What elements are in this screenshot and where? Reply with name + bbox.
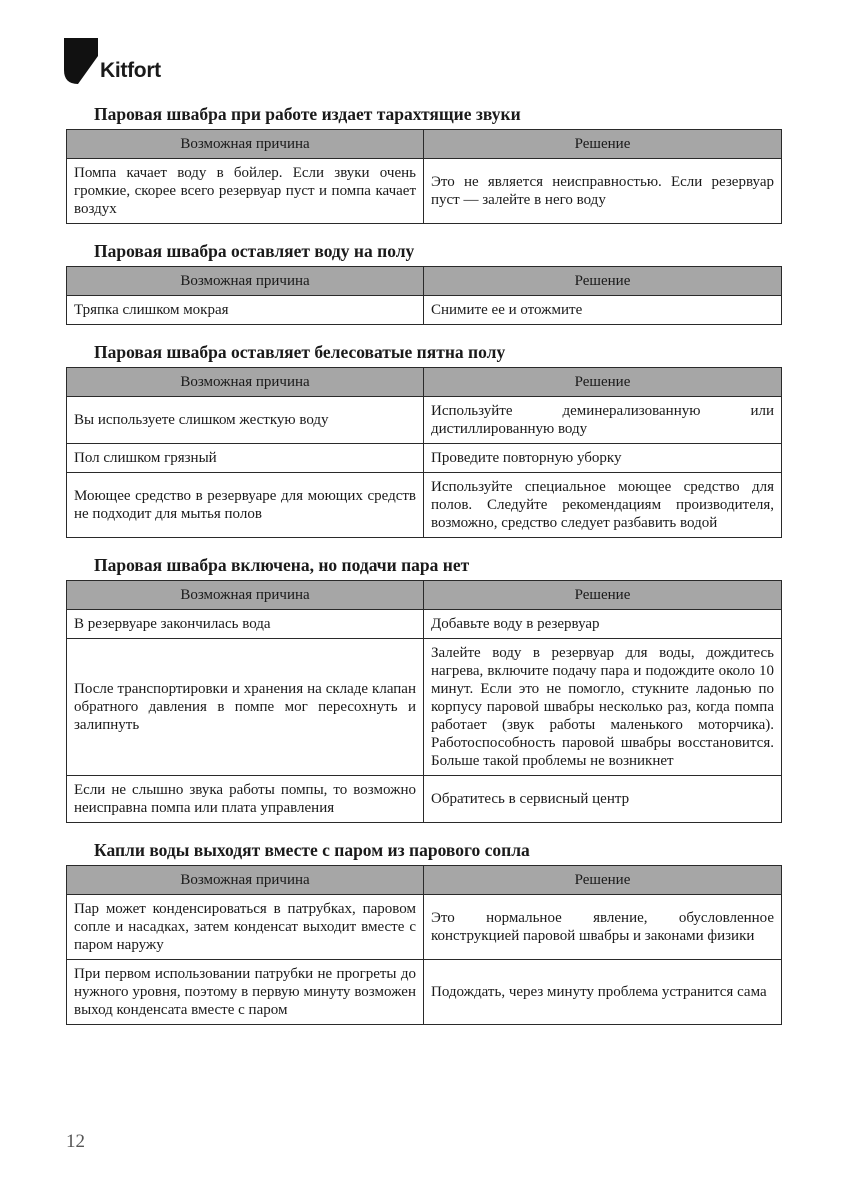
troubleshooting-section bbox=[66, 840, 781, 1025]
cause-cell: При первом использовании патрубки не прогреты до нужного уровня, поэтому в первую минуту возможен выход конденсата вместе с паром bbox=[67, 960, 424, 1025]
page-number: 12 bbox=[66, 1131, 85, 1152]
header-solution: Решение bbox=[424, 130, 782, 159]
cause-cell: Помпа качает воду в бойлер. Если звуки очень громкие, скорее всего резервуар пуст и помпа качает воздух bbox=[67, 159, 424, 224]
cause-cell: Пар может конденсироваться в патрубках, паровом сопле и насадках, затем конденсат выходит вместе с паром наружу bbox=[67, 895, 424, 960]
table-header-row bbox=[67, 866, 782, 895]
section-title: Паровая швабра включена, но подачи пара нет bbox=[94, 555, 470, 575]
solution-cell: Используйте деминерализованную или дистиллированную воду bbox=[424, 397, 782, 444]
cause-cell: В резервуаре закончилась вода bbox=[67, 610, 424, 639]
solution-cell: Подождать, через минуту проблема устранится сама bbox=[424, 960, 782, 1025]
solution-cell: Снимите ее и отожмите bbox=[424, 296, 782, 325]
table-row bbox=[67, 610, 782, 639]
table-row bbox=[67, 960, 782, 1025]
table-row bbox=[67, 444, 782, 473]
cause-cell: Вы используете слишком жесткую воду bbox=[67, 397, 424, 444]
cause-cell: После транспортировки и хранения на складе клапан обратного давления в помпе мог пересохнуть и залипнуть bbox=[67, 639, 424, 776]
troubleshooting-section bbox=[66, 555, 781, 823]
section-title: Капли воды выходят вместе с паром из парового сопла bbox=[94, 840, 530, 860]
cause-cell: Если не слышно звука работы помпы, то возможно неисправна помпа или плата управления bbox=[67, 776, 424, 823]
solution-cell: Залейте воду в резервуар для воды, дождитесь нагрева, включите подачу пара и подождите около 10 минут. Если это не помогло, стукните ладонью по корпусу паровой швабры несколько раз, когда помпа работает (звук работы маленького моторчика). Работоспособность паровой швабры восстановится. Больше такой проблемы не возникнет bbox=[424, 639, 782, 776]
header-solution: Решение bbox=[424, 267, 782, 296]
kitfort-logo-icon bbox=[64, 38, 98, 84]
header-cause: Возможная причина bbox=[67, 368, 424, 397]
solution-cell: Обратитесь в сервисный центр bbox=[424, 776, 782, 823]
table-header-row bbox=[67, 130, 782, 159]
table-row bbox=[67, 639, 782, 776]
section-title: Паровая швабра при работе издает тарахтящие звуки bbox=[94, 104, 521, 124]
troubleshooting-section bbox=[66, 104, 781, 224]
header-cause: Возможная причина bbox=[67, 130, 424, 159]
table-header-row bbox=[67, 581, 782, 610]
header-solution: Решение bbox=[424, 866, 782, 895]
brand-name: Kitfort bbox=[100, 59, 161, 82]
section-title: Паровая швабра оставляет воду на полу bbox=[94, 241, 415, 261]
cause-cell: Тряпка слишком мокрая bbox=[67, 296, 424, 325]
troubleshooting-content bbox=[66, 104, 781, 1042]
troubleshooting-section bbox=[66, 342, 781, 538]
section-title: Паровая швабра оставляет белесоватые пятна полу bbox=[94, 342, 506, 362]
header-cause: Возможная причина bbox=[67, 866, 424, 895]
troubleshooting-table bbox=[66, 865, 782, 1025]
table-row bbox=[67, 776, 782, 823]
table-row bbox=[67, 397, 782, 444]
cause-cell: Пол слишком грязный bbox=[67, 444, 424, 473]
cause-cell: Моющее средство в резервуаре для моющих средств не подходит для мытья полов bbox=[67, 473, 424, 538]
header-cause: Возможная причина bbox=[67, 581, 424, 610]
table-header-row bbox=[67, 267, 782, 296]
troubleshooting-table bbox=[66, 266, 782, 325]
header-solution: Решение bbox=[424, 581, 782, 610]
header-cause: Возможная причина bbox=[67, 267, 424, 296]
troubleshooting-section bbox=[66, 241, 781, 325]
table-header-row bbox=[67, 368, 782, 397]
table-row bbox=[67, 895, 782, 960]
table-row bbox=[67, 159, 782, 224]
brand-logo bbox=[64, 38, 161, 84]
header-solution: Решение bbox=[424, 368, 782, 397]
solution-cell: Это нормальное явление, обусловленное конструкцией паровой швабры и законами физики bbox=[424, 895, 782, 960]
troubleshooting-table bbox=[66, 129, 782, 224]
table-row bbox=[67, 473, 782, 538]
table-row bbox=[67, 296, 782, 325]
solution-cell: Используйте специальное моющее средство для полов. Следуйте рекомендациям производителя, возможно, средство следует разбавить водой bbox=[424, 473, 782, 538]
troubleshooting-table bbox=[66, 580, 782, 823]
solution-cell: Добавьте воду в резервуар bbox=[424, 610, 782, 639]
troubleshooting-table bbox=[66, 367, 782, 538]
solution-cell: Проведите повторную уборку bbox=[424, 444, 782, 473]
solution-cell: Это не является неисправностью. Если резервуар пуст — залейте в него воду bbox=[424, 159, 782, 224]
